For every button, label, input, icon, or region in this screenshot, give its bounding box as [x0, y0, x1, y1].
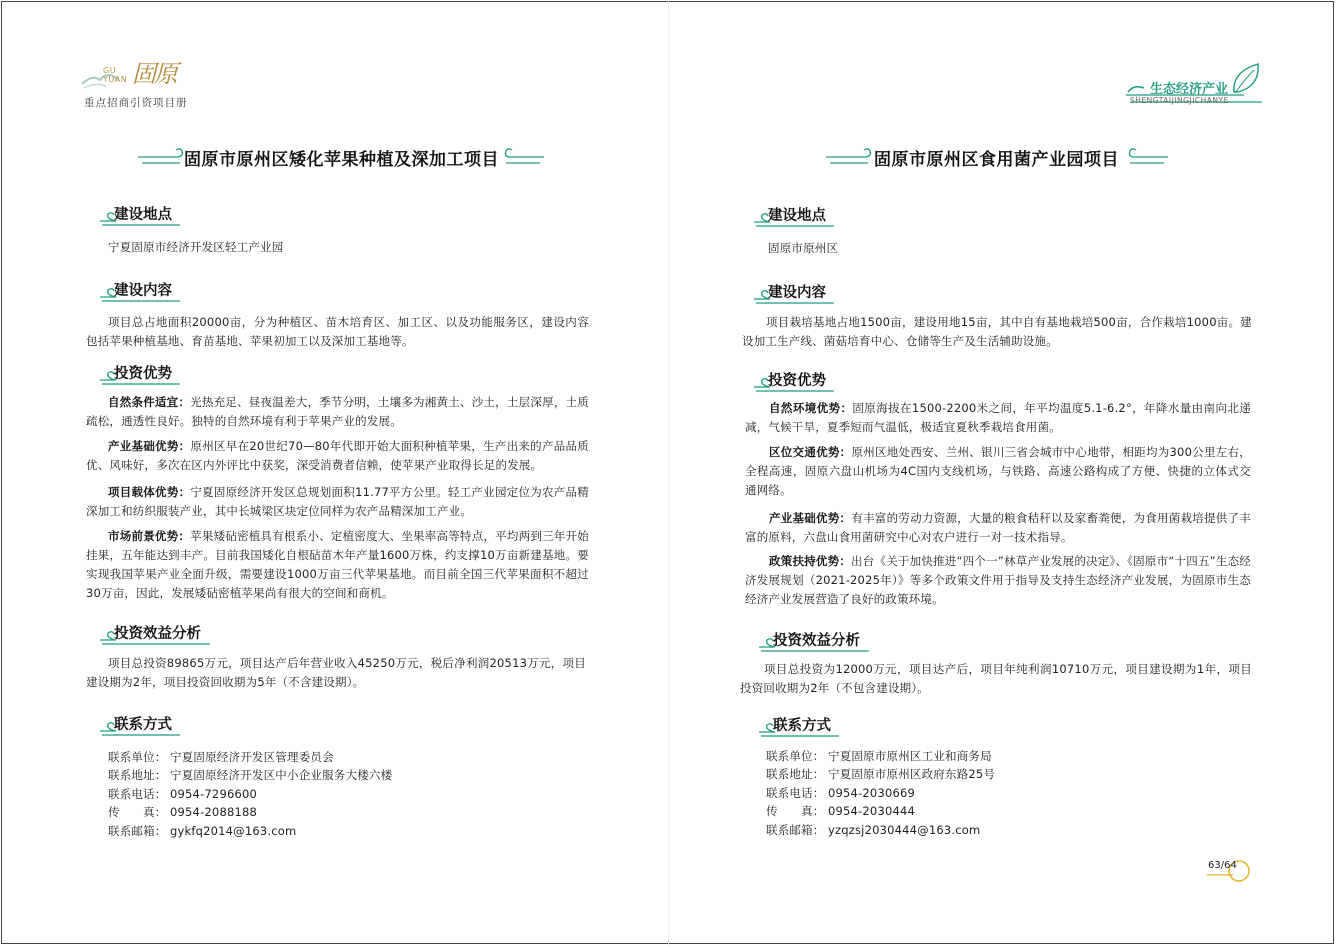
contact-row	[108, 767, 392, 783]
left-location-heading-text: 建设地点	[114, 207, 172, 223]
contact-key: 联系邮箱：	[108, 824, 167, 838]
right-contact-heading-text: 联系方式	[773, 718, 831, 734]
advantage-text: 苹果矮砧密植具有根系小、定植密度大、坐果率高等特点，平均两到三年开始挂果，五年能达到丰产。目前我国矮化自根砧苗木年产量1600万株，约支撑10万亩新建基地。要实现我国苹果产业全面升级，需要建设1000万亩三代苹果基地。而目前全国三代苹果面积不超过30万亩，因此，发展矮砧密植苹果尚有很大的空间和商机。	[86, 529, 590, 600]
category-pinyin: SHENGTAIJINGJICHANYE	[1130, 96, 1229, 105]
left-project-title-bar	[136, 143, 546, 173]
left-contact-heading	[100, 713, 210, 739]
brand-pinyin-2: YUAN	[103, 75, 128, 84]
brand-name: 固原	[132, 60, 176, 88]
advantage-text: 原州区地处西安、兰州、银川三省会城市中心地带，相距均为300公里左右，全程高速，固原六盘山机场为4C国内支线机场，与铁路、高速公路构成了方便、快捷的立体式交通网络。	[745, 445, 1251, 497]
left-benefit-text: 项目总投资89865万元，项目达产后年营业收入45250万元，税后净利润20513万元，项目建设期为2年，项目投资回收期为5年（不含建设期）。	[86, 656, 586, 689]
contact-email-link[interactable]: gykfq2014@163.com	[170, 824, 297, 838]
contact-row[interactable]	[108, 823, 296, 839]
right-contact-heading	[759, 714, 869, 740]
contact-key: 传 真：	[766, 804, 825, 818]
left-contact-heading-text: 联系方式	[114, 717, 172, 733]
cloud-ornament-right-icon	[504, 143, 546, 173]
page-number	[1205, 858, 1253, 884]
advantage-label: 项目载体优势：	[108, 485, 191, 499]
cloud-ornament-left-icon	[136, 143, 186, 173]
contact-value: 宁夏固原经济开发区管理委员会	[170, 750, 334, 764]
contact-value: 0954-2030444	[828, 804, 916, 818]
contact-key: 联系电话：	[766, 786, 825, 800]
contact-email-link[interactable]: yzqzsj2030444@163.com	[828, 823, 981, 837]
left-benefit-heading	[100, 622, 240, 648]
right-advantage-item	[745, 443, 1251, 500]
contact-key: 联系单位：	[766, 749, 825, 763]
right-content-heading-text: 建设内容	[768, 285, 826, 301]
left-advantage-item	[86, 437, 589, 475]
contact-row	[108, 749, 334, 765]
contact-value: 宁夏固原经济开发区中小企业服务大楼六楼	[170, 768, 393, 782]
contact-row[interactable]	[766, 822, 980, 838]
left-advantage-item	[86, 527, 589, 603]
contact-row	[766, 748, 992, 764]
contact-key: 联系单位：	[108, 750, 167, 764]
right-project-title: 固原市原州区食用菌产业园项目	[874, 150, 1119, 170]
right-benefit-heading	[759, 629, 899, 655]
brand-pinyin-1: GU	[103, 66, 117, 75]
contact-value: 0954-7296600	[170, 787, 258, 801]
left-content-heading-text: 建设内容	[114, 283, 172, 299]
right-location-heading	[754, 204, 864, 230]
advantage-label: 区位交通优势：	[769, 445, 852, 459]
brand-logo	[82, 52, 222, 112]
contact-key: 联系地址：	[766, 767, 825, 781]
left-advantage-item	[86, 483, 589, 521]
right-content-heading	[754, 281, 864, 307]
brand-pinyin	[103, 66, 127, 84]
brand-subtitle: 重点招商引资项目册	[84, 97, 188, 109]
contact-key: 联系电话：	[108, 787, 167, 801]
page-number-text: 63/64	[1208, 860, 1237, 871]
advantage-label: 自然环境优势：	[769, 401, 853, 415]
advantage-text: 光热充足、昼夜温差大，季节分明，土壤多为湘黄土、沙土，土层深厚，土质疏松，通透性良好。独特的自然环境有利于苹果产业的发展。	[86, 395, 590, 428]
cloud-ornament-left-icon	[824, 143, 874, 173]
advantage-label: 产业基础优势：	[769, 511, 852, 525]
category-badge	[1126, 62, 1266, 107]
left-advantage-heading	[100, 362, 210, 388]
right-benefit-text: 项目总投资为12000万元，项目达产后，项目年纯利润10710万元，项目建设期为1年，项目投资回收期为2年（不包含建设期）。	[740, 662, 1252, 695]
right-advantage-item	[745, 509, 1251, 547]
contact-row	[766, 803, 915, 819]
right-location-heading-text: 建设地点	[768, 208, 826, 224]
left-content-heading	[100, 279, 210, 305]
right-project-title-bar	[824, 143, 1170, 173]
contact-row	[766, 766, 995, 782]
contact-row	[766, 785, 915, 801]
contact-key: 传 真：	[108, 805, 167, 819]
right-advantage-item	[745, 552, 1251, 609]
advantage-label: 产业基础优势：	[108, 439, 191, 453]
left-location-heading	[100, 203, 210, 229]
advantage-label: 市场前景优势：	[108, 529, 191, 543]
contact-row	[108, 786, 257, 802]
advantage-text: 出台《关于加快推进“四个一”林草产业发展的决定》、《固原市“十四五”生态经济发展规划（2021-2025年）》等多个政策文件用于指导及支持生态经济产业发展，为固原市生态经济产业发展营造了良好的政策环境。	[745, 554, 1251, 606]
advantage-text: 原州区早在20世纪70—80年代即开始大面积种植苹果，生产出来的产品品质优、风味好，多次在区内外评比中获奖，深受消费者信赖，使苹果产业取得长足的发展。	[86, 439, 589, 472]
right-advantage-item	[745, 399, 1251, 437]
category-label: 生态经济产业	[1150, 82, 1229, 97]
right-advantage-heading-text: 投资优势	[768, 373, 826, 389]
advantage-label: 政策扶持优势：	[769, 554, 852, 568]
left-content-text: 项目总占地面积20000亩，分为种植区、苗木培育区、加工区、以及功能服务区，建设内容包括苹果种植基地、育苗基地、苹果初加工以及深加工基地等。	[86, 315, 589, 348]
advantage-text: 有丰富的劳动力资源，大量的粮食秸秆以及家畜粪便，为食用菌栽培提供了丰富的原料，六盘山食用菌研究中心对农户进行一对一技术指导。	[745, 511, 1252, 544]
right-benefit-heading-text: 投资效益分析	[773, 633, 860, 649]
contact-key: 联系邮箱：	[766, 823, 825, 837]
contact-row	[108, 804, 257, 820]
right-content-text: 项目栽培基地占地1500亩，建设用地15亩，其中自有基地栽培500亩，合作栽培1000亩。建设加工生产线、菌菇培育中心、仓储等生产及生活辅助设施。	[742, 315, 1252, 348]
page-spine	[668, 0, 669, 947]
contact-key: 联系地址：	[108, 768, 167, 782]
contact-value: 0954-2088188	[170, 805, 258, 819]
cloud-ornament-right-icon	[1128, 143, 1170, 173]
left-location-text: 宁夏固原市经济开发区轻工产业园	[108, 240, 284, 254]
contact-value: 宁夏固原市原州区政府东路25号	[828, 767, 996, 781]
right-location-text: 固原市原州区	[768, 241, 839, 255]
left-advantage-item	[86, 393, 589, 431]
left-advantage-heading-text: 投资优势	[114, 366, 172, 382]
advantage-label: 自然条件适宜：	[108, 395, 191, 409]
right-advantage-heading	[754, 369, 864, 395]
contact-value: 0954-2030669	[828, 786, 916, 800]
advantage-text: 宁夏固原经济开发区总规划面积11.77平方公里。轻工产业园定位为农产品精深加工和纺织服装产业，其中长城梁区块定位同样为农产品精深加工产业。	[86, 485, 589, 518]
left-project-title: 固原市原州区矮化苹果种植及深加工项目	[184, 150, 499, 170]
left-benefit-heading-text: 投资效益分析	[114, 626, 201, 642]
contact-value: 宁夏固原市原州区工业和商务局	[828, 749, 992, 763]
advantage-text: 固原海拔在1500-2200米之间，年平均温度5.1-6.2°，年降水量由南向北递减，气候干旱，夏季短而气温低，极适宜夏秋季栽培食用菌。	[745, 401, 1251, 434]
